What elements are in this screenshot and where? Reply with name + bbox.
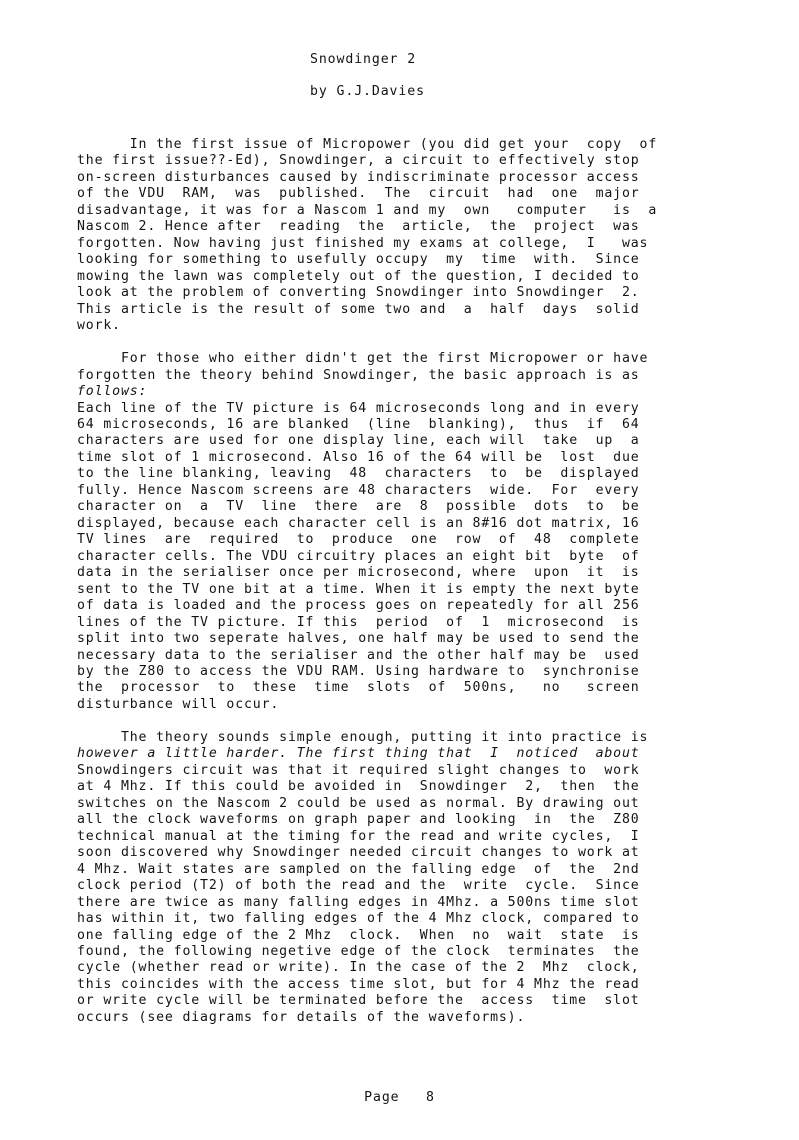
text-line <box>77 335 725 351</box>
text-line: one falling edge of the 2 Mhz clock. When no wait state is <box>77 927 640 943</box>
text-line: at 4 Mhz. If this could be avoided in Snowdinger 2, then the <box>77 779 640 795</box>
text-line: cycle (whether read or write). In the case of the 2 Mhz clock, <box>77 960 640 976</box>
text-line: For those who either didn't get the first Micropower or have <box>77 351 649 367</box>
text-line: of the VDU RAM, was published. The circuit had one major <box>77 186 640 202</box>
text-line: character on a TV line there are 8 possible dots to be <box>77 499 640 515</box>
author-byline: by G.J.Davies <box>310 84 425 99</box>
text-line: 4 Mhz. Wait states are sampled on the falling edge of the 2nd <box>77 861 640 877</box>
text-line: time slot of 1 microsecond. Also 16 of the 64 will be lost due <box>77 449 640 465</box>
text-line: character cells. The VDU circuitry places an eight bit byte of <box>77 548 640 564</box>
text-line: soon discovered why Snowdinger needed circuit changes to work at <box>77 845 640 861</box>
text-line: this coincides with the access time slot, but for 4 Mhz the read <box>77 976 640 992</box>
text-line: forgotten the theory behind Snowdinger, the basic approach is as <box>77 367 640 383</box>
text-line: technical manual at the timing for the read and write cycles, I <box>77 828 640 844</box>
text-line: necessary data to the serialiser and the other half may be used <box>77 647 640 663</box>
text-line: displayed, because each character cell is an 8#16 dot matrix, 16 <box>77 515 640 531</box>
text-line: on-screen disturbances caused by indiscriminate processor access <box>77 169 640 185</box>
text-line: there are twice as many falling edges in 4Mhz. a 500ns time slot <box>77 894 640 910</box>
text-line <box>77 713 725 729</box>
text-line: clock period (T2) of both the read and the write cycle. Since <box>77 878 640 894</box>
text-line: of data is loaded and the process goes on repeatedly for all 256 <box>77 598 640 614</box>
text-line: This article is the result of some two and a half days solid <box>77 301 640 317</box>
text-line: data in the serialiser once per microsecond, where upon it is <box>77 565 640 581</box>
article-body <box>77 137 725 1026</box>
text-line: Snowdingers circuit was that it required slight changes to work <box>77 762 640 778</box>
text-line: split into two seperate halves, one half may be used to send the <box>77 631 640 647</box>
text-line: disadvantage, it was for a Nascom 1 and my own computer is a <box>77 202 658 218</box>
text-line: fully. Hence Nascom screens are 48 characters wide. For every <box>77 482 640 498</box>
text-line: TV lines are required to produce one row of 48 complete <box>77 532 640 548</box>
text-line: however a little harder. The first thing that I noticed about <box>77 746 640 762</box>
text-line: sent to the TV one bit at a time. When it is empty the next byte <box>77 581 640 597</box>
text-line: looking for something to usefully occupy my time with. Since <box>77 252 640 268</box>
text-line: work. <box>77 318 121 334</box>
text-line: switches on the Nascom 2 could be used as normal. By drawing out <box>77 795 640 811</box>
text-line: or write cycle will be terminated before the access time slot <box>77 993 640 1009</box>
text-line: characters are used for one display line, each will take up a <box>77 433 640 449</box>
text-line: the processor to these time slots of 500ns, no screen <box>77 680 640 696</box>
text-line: by the Z80 to access the VDU RAM. Using hardware to synchronise <box>77 664 640 679</box>
text-line: disturbance will occur. <box>77 696 280 712</box>
text-line: forgotten. Now having just finished my exams at college, I was <box>77 235 649 251</box>
text-line: lines of the TV picture. If this period of 1 microsecond is <box>77 614 640 630</box>
text-line: to the line blanking, leaving 48 characters to be displayed <box>77 466 640 482</box>
page-footer: Page 8 <box>364 1090 435 1105</box>
text-line: Each line of the TV picture is 64 microseconds long and in every <box>77 400 640 416</box>
text-line: look at the problem of converting Snowdinger into Snowdinger 2. <box>77 285 640 301</box>
text-line: mowing the lawn was completely out of the question, I decided to <box>77 268 640 284</box>
text-line: found, the following negetive edge of the clock terminates the <box>77 943 640 959</box>
text-line: 64 microseconds, 16 are blanked (line blanking), thus if 64 <box>77 416 640 432</box>
text-line: The theory sounds simple enough, putting it into practice is <box>77 729 649 745</box>
page-title: Snowdinger 2 <box>310 52 417 67</box>
text-line: follows: <box>77 384 148 400</box>
text-line: the first issue??-Ed), Snowdinger, a circuit to effectively stop <box>77 153 640 169</box>
text-line: all the clock waveforms on graph paper and looking in the Z80 <box>77 812 640 828</box>
text-line: In the first issue of Micropower (you did get your copy of <box>77 137 658 152</box>
text-line: has within it, two falling edges of the 4 Mhz clock, compared to <box>77 911 640 927</box>
text-line: occurs (see diagrams for details of the waveforms). <box>77 1009 526 1025</box>
text-line: Nascom 2. Hence after reading the article, the project was <box>77 219 640 235</box>
